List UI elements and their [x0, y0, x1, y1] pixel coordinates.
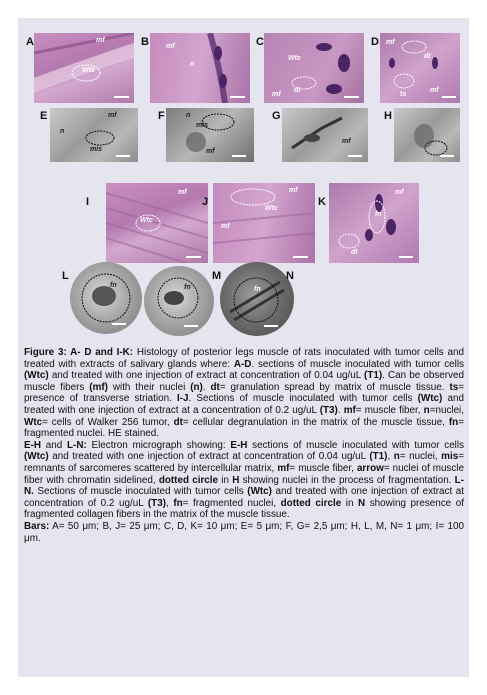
caption-text: mf	[277, 462, 290, 474]
caption-text: and treated with one injection of extract at concentration of 0.2 ug/uL	[24, 486, 464, 509]
caption-text: Histology of posterior legs muscle of rats inoculated with tumor cells and treated with extracts of salivary glands where:	[24, 347, 464, 370]
caption-text: dt	[173, 416, 183, 428]
caption-text: = fragmented nuclei. HE stained.	[24, 416, 464, 440]
caption-text: H	[232, 474, 240, 486]
mark-mf: mf	[221, 223, 230, 230]
caption-text: in	[341, 497, 359, 509]
caption-text: = nuclei,	[399, 451, 442, 463]
mark-mis: mis	[196, 122, 209, 129]
caption-text: .	[337, 404, 344, 416]
mark-wtc: Wtc	[82, 67, 95, 74]
panel-k-histology	[329, 183, 419, 263]
caption-text: N	[358, 497, 366, 509]
caption-text: ts	[449, 381, 459, 393]
caption-text: L-N.	[24, 474, 464, 498]
caption-text: ,	[387, 451, 394, 463]
caption-text: (Wtc)	[417, 393, 443, 405]
mark-mf: mf	[96, 37, 105, 44]
panel-d-histology	[380, 33, 460, 103]
caption-text: n	[423, 404, 430, 416]
mark-mf: mf	[342, 138, 351, 145]
caption-text: . sections of muscle inoculated with tumor cells	[251, 358, 464, 370]
caption-text: dotted circle	[280, 497, 342, 509]
caption-text: (Wtc)	[24, 370, 49, 382]
caption-text: Wtc	[24, 416, 43, 428]
caption-text: I-J	[176, 393, 189, 405]
mark-n: n	[60, 128, 65, 135]
caption-text: = nuclei of muscle fiber with chromatin sidelined,	[24, 462, 464, 486]
caption-text: ,	[166, 497, 174, 509]
caption-text: (Wtc)	[24, 451, 49, 463]
mark-mf: mf	[430, 87, 439, 94]
caption-text: in	[218, 474, 233, 486]
caption-paragraph-2	[24, 440, 464, 521]
panel-j-histology	[213, 183, 315, 263]
figure-label: Figure 3:	[24, 347, 67, 358]
mark-mis: mis	[90, 146, 103, 153]
caption-text: and treated with one injection of extract at a concentration of 0.2 ug/uL	[24, 393, 464, 416]
panel-label-m: M	[212, 270, 222, 282]
caption-text: = cells of Walker 256 tumor,	[42, 416, 174, 428]
panel-g-texture	[282, 108, 368, 162]
panel-label-n: N	[286, 270, 294, 282]
panel-label-g: G	[272, 110, 281, 122]
panel-i-texture	[106, 183, 208, 263]
caption-text: (Wtc)	[247, 486, 272, 498]
panel-label-b: B	[141, 36, 149, 48]
panel-l2-micrograph	[144, 266, 214, 336]
caption-text: (T3)	[319, 404, 338, 416]
caption-text: Electron micrograph showing:	[86, 439, 231, 451]
panel-b-texture	[150, 33, 250, 103]
figure-caption	[24, 347, 464, 544]
mark-fn: fn	[375, 211, 382, 218]
mark-mf: mf	[206, 148, 215, 155]
caption-text: (T1)	[369, 451, 388, 463]
mark-wtc: Wtc	[140, 217, 153, 224]
caption-text: = presence of transverse striation.	[24, 381, 464, 405]
caption-text: = granulation spread by matrix of muscle tissue.	[219, 381, 450, 393]
mark-mf: mf	[386, 39, 395, 46]
caption-text: L-N:	[67, 439, 87, 451]
panel-l2-texture	[144, 266, 214, 336]
caption-text: and	[41, 439, 68, 451]
panel-k-texture	[329, 183, 419, 263]
caption-text: Bars:	[24, 520, 50, 532]
caption-text: (mf)	[89, 381, 108, 393]
caption-text: = cellular degranulation in the matrix of the muscle tissue,	[182, 416, 449, 428]
panel-a-histology	[34, 33, 134, 103]
caption-text: and treated with one injection of extract at concentration of 0.04 ug/uL	[48, 451, 370, 463]
panel-l-texture	[70, 262, 142, 334]
panel-label-i: I	[86, 196, 90, 208]
mark-fn: fn	[254, 286, 261, 293]
caption-paragraph-1	[24, 347, 464, 440]
caption-text: . Sections of muscle inoculated with tumor cells	[188, 393, 418, 405]
caption-text: = muscle fiber,	[355, 404, 424, 416]
panel-e-texture	[50, 108, 138, 162]
panel-m-micrograph	[220, 262, 294, 336]
panel-label-a: A	[26, 36, 34, 48]
panel-e-micrograph	[50, 108, 138, 162]
caption-text: showing nuclei in the process of fragmentation.	[239, 474, 455, 486]
mark-mf: mf	[166, 43, 175, 50]
caption-text: = muscle fiber,	[289, 462, 357, 474]
caption-text: =nuclei,	[429, 404, 464, 416]
mark-dt: dt	[351, 249, 358, 256]
caption-text: (n)	[190, 381, 203, 393]
panel-h-texture	[394, 108, 460, 162]
panel-label-l: L	[62, 270, 69, 282]
caption-paragraph-3	[24, 521, 464, 544]
panel-b-histology	[150, 33, 250, 103]
mark-fn: fn	[184, 284, 191, 291]
caption-text: mf	[343, 404, 356, 416]
caption-text: showing presence of fragmented collagen fibers in the matrix of the muscle tissue.	[24, 497, 464, 521]
panel-f-micrograph	[166, 108, 254, 162]
caption-text: A= 50 μm; B, J= 25 μm; C, D, K= 10 μm; E= 5 μm; F, G= 2,5 μm; H, L, M, N= 1 μm; I= 100 μm.	[24, 520, 464, 544]
caption-text: .	[202, 381, 211, 393]
mark-mf: mf	[289, 187, 298, 194]
caption-text: (T1)	[364, 370, 383, 382]
caption-text: fn	[173, 497, 183, 509]
panel-label-k: K	[318, 196, 326, 208]
mark-mf: mf	[108, 112, 117, 119]
caption-text: . Can be observed muscle fibers	[24, 370, 464, 393]
mark-dt: dt	[294, 87, 301, 94]
panel-l-micrograph	[70, 262, 142, 334]
caption-text: (T3)	[147, 497, 166, 509]
panel-label-j: J	[202, 196, 209, 208]
panel-label-f: F	[158, 110, 165, 122]
caption-text: E-H	[24, 439, 42, 451]
panel-i-histology	[106, 183, 208, 263]
panel-label-c: C	[256, 36, 264, 48]
caption-text: Sections of muscle inoculated with tumor cells	[33, 486, 248, 498]
mark-wtc: Wtc	[288, 55, 301, 62]
panel-h-micrograph	[394, 108, 460, 162]
mark-mf: mf	[178, 189, 187, 196]
caption-text: dt	[210, 381, 220, 393]
panel-c-histology	[264, 33, 364, 103]
caption-text: = remnants of sarcomeres scattered by intercellular matrix,	[24, 451, 464, 474]
caption-text: n	[393, 451, 400, 463]
mark-mf: mf	[395, 189, 404, 196]
panel-label-d: D	[371, 36, 379, 48]
caption-text: arrow	[356, 462, 384, 474]
caption-text: A-D	[233, 358, 252, 370]
mark-dt: dt	[424, 53, 431, 60]
caption-text: and treated with one injection of extract at concentration of 0.04 ug/uL	[48, 370, 365, 382]
mark-ts: ts	[400, 91, 407, 98]
caption-text: = fragmented nuclei,	[182, 497, 281, 509]
caption-text: with their nuclei	[107, 381, 191, 393]
mark-fn: fn	[110, 282, 117, 289]
panel-label-e: E	[40, 110, 48, 122]
panel-g-micrograph	[282, 108, 368, 162]
caption-text: dotted circle	[158, 474, 219, 486]
caption-text: fn	[448, 416, 459, 428]
mark-n: n	[190, 61, 195, 68]
caption-text: sections of muscle inoculated with tumor cells	[247, 439, 465, 451]
caption-text: mis	[441, 451, 459, 463]
mark-wtc: Wtc	[265, 205, 278, 212]
mark-mf: mf	[272, 91, 281, 98]
panel-label-h: H	[384, 110, 392, 122]
caption-text: E-H	[230, 439, 248, 451]
caption-text: A- D and I-K:	[66, 347, 137, 358]
panel-m-texture	[220, 262, 294, 336]
mark-n: n	[186, 112, 191, 119]
